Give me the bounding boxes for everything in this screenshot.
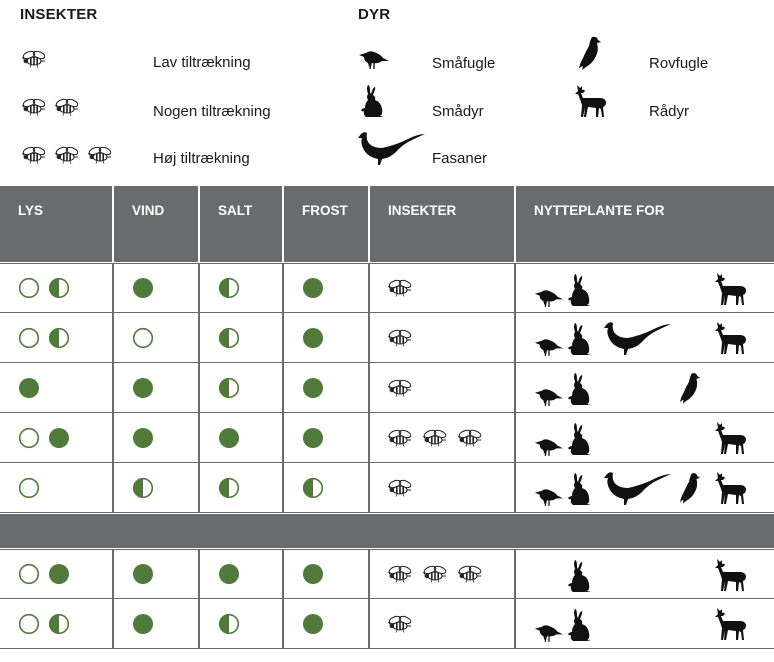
cell-vind	[114, 313, 198, 362]
hare-icon	[567, 472, 591, 511]
full-circle-icon	[218, 563, 240, 585]
half-circle-icon	[218, 477, 240, 499]
full-circle-icon	[218, 427, 240, 449]
half-circle-icon	[48, 327, 70, 349]
bee-icon	[55, 98, 79, 116]
cell-vind	[114, 599, 198, 648]
legend-bee-row-low	[22, 50, 46, 68]
legend-bee-row-high	[22, 146, 112, 164]
bird-of-prey-icon	[578, 36, 602, 70]
bird-of-prey-icon	[679, 471, 701, 510]
small-bird-icon	[534, 287, 564, 313]
header-nytteplante: NYTTEPLANTE FOR	[516, 186, 774, 262]
hare-icon	[567, 273, 591, 312]
cell-frost	[284, 599, 368, 648]
header-lys: LYS	[0, 186, 112, 262]
table-row	[0, 599, 774, 649]
cell-salt	[200, 463, 282, 512]
cell-insekter	[370, 363, 514, 412]
bee-icon	[388, 279, 412, 297]
legend-label-deer: Rådyr	[649, 103, 690, 120]
deer-icon	[714, 421, 748, 460]
legend-label-low: Lav tiltrækning	[153, 54, 251, 71]
full-circle-icon	[302, 377, 324, 399]
full-circle-icon	[302, 563, 324, 585]
full-circle-icon	[48, 563, 70, 585]
small-bird-icon	[358, 48, 390, 70]
cell-lys	[0, 363, 112, 412]
pheasant-icon	[604, 470, 672, 511]
pheasant-icon	[358, 130, 426, 166]
bee-icon	[388, 429, 412, 447]
cell-lys	[0, 264, 112, 312]
legend-label-small-animals: Smådyr	[432, 103, 484, 120]
cell-insekter	[370, 599, 514, 648]
cell-salt	[200, 413, 282, 462]
small-bird-icon	[534, 386, 564, 412]
bee-icon	[388, 479, 412, 497]
cell-vind	[114, 363, 198, 412]
cell-salt	[200, 363, 282, 412]
cell-frost	[284, 363, 368, 412]
legend-label-high: Høj tiltrækning	[153, 150, 250, 167]
full-circle-icon	[302, 427, 324, 449]
cell-lys	[0, 463, 112, 512]
full-circle-icon	[302, 277, 324, 299]
bee-icon	[458, 429, 482, 447]
deer-icon	[714, 471, 748, 510]
legend-label-birds-of-prey: Rovfugle	[649, 55, 709, 72]
cell-nytteplante	[516, 599, 774, 648]
section-divider	[0, 514, 774, 548]
pheasant-icon	[604, 320, 672, 361]
full-circle-icon	[132, 277, 154, 299]
bee-icon	[22, 50, 46, 68]
bee-icon	[88, 146, 112, 164]
cell-frost	[284, 413, 368, 462]
hare-icon	[567, 322, 591, 361]
half-circle-icon	[48, 613, 70, 635]
deer-icon	[714, 558, 748, 597]
half-circle-icon	[218, 327, 240, 349]
cell-frost	[284, 313, 368, 362]
table-row	[0, 313, 774, 363]
header-insekter: INSEKTER	[370, 186, 514, 262]
legend-label-small-birds: Småfugle	[432, 55, 496, 72]
cell-salt	[200, 550, 282, 598]
deer-icon	[714, 607, 748, 646]
cell-insekter	[370, 413, 514, 462]
cell-insekter	[370, 264, 514, 312]
table-row	[0, 549, 774, 599]
legend-animals-title: DYR	[358, 6, 391, 23]
small-bird-icon	[534, 336, 564, 362]
cell-lys	[0, 599, 112, 648]
cell-vind	[114, 463, 198, 512]
header-frost: FROST	[284, 186, 368, 262]
half-circle-icon	[48, 277, 70, 299]
deer-icon	[714, 321, 748, 360]
cell-salt	[200, 313, 282, 362]
cell-frost	[284, 264, 368, 312]
cell-lys	[0, 413, 112, 462]
empty-circle-icon	[18, 327, 40, 349]
half-circle-icon	[132, 477, 154, 499]
cell-salt	[200, 264, 282, 312]
hare-icon	[360, 84, 384, 118]
empty-circle-icon	[18, 427, 40, 449]
full-circle-icon	[132, 377, 154, 399]
cell-lys	[0, 550, 112, 598]
bee-icon	[423, 565, 447, 583]
bird-of-prey-icon	[679, 371, 701, 410]
small-bird-icon	[534, 486, 564, 512]
full-circle-icon	[132, 613, 154, 635]
empty-circle-icon	[132, 327, 154, 349]
hare-icon	[567, 608, 591, 647]
cell-nytteplante	[516, 550, 774, 598]
hare-icon	[567, 372, 591, 411]
full-circle-icon	[132, 427, 154, 449]
legend	[0, 0, 774, 182]
table-row	[0, 463, 774, 513]
cell-nytteplante	[516, 363, 774, 412]
bee-icon	[22, 98, 46, 116]
empty-circle-icon	[18, 563, 40, 585]
full-circle-icon	[18, 377, 40, 399]
bee-icon	[55, 146, 79, 164]
table-row	[0, 413, 774, 463]
header-vind: VIND	[114, 186, 198, 262]
cell-nytteplante	[516, 313, 774, 362]
hare-icon	[567, 559, 591, 598]
table-row	[0, 263, 774, 313]
half-circle-icon	[218, 277, 240, 299]
hare-icon	[567, 422, 591, 461]
small-bird-icon	[534, 436, 564, 462]
cell-insekter	[370, 313, 514, 362]
cell-salt	[200, 599, 282, 648]
cell-insekter	[370, 463, 514, 512]
cell-nytteplante	[516, 463, 774, 512]
table-row	[0, 363, 774, 413]
full-circle-icon	[48, 427, 70, 449]
deer-icon	[714, 272, 748, 311]
empty-circle-icon	[18, 277, 40, 299]
cell-nytteplante	[516, 264, 774, 312]
cell-vind	[114, 550, 198, 598]
cell-lys	[0, 313, 112, 362]
legend-insects-title: INSEKTER	[20, 6, 98, 23]
legend-label-medium: Nogen tiltrækning	[153, 103, 271, 120]
bee-icon	[22, 146, 46, 164]
bee-icon	[423, 429, 447, 447]
bee-icon	[458, 565, 482, 583]
full-circle-icon	[132, 563, 154, 585]
bee-icon	[388, 615, 412, 633]
half-circle-icon	[218, 613, 240, 635]
bee-icon	[388, 565, 412, 583]
legend-label-pheasants: Fasaner	[432, 150, 488, 167]
empty-circle-icon	[18, 613, 40, 635]
legend-bee-row-medium	[22, 98, 79, 116]
cell-frost	[284, 463, 368, 512]
full-circle-icon	[302, 613, 324, 635]
cell-vind	[114, 264, 198, 312]
cell-insekter	[370, 550, 514, 598]
cell-vind	[114, 413, 198, 462]
bee-icon	[388, 379, 412, 397]
half-circle-icon	[218, 377, 240, 399]
cell-frost	[284, 550, 368, 598]
deer-icon	[574, 84, 608, 118]
half-circle-icon	[302, 477, 324, 499]
small-bird-icon	[534, 622, 564, 648]
bee-icon	[388, 329, 412, 347]
header-salt: SALT	[200, 186, 282, 262]
cell-nytteplante	[516, 413, 774, 462]
full-circle-icon	[302, 327, 324, 349]
empty-circle-icon	[18, 477, 40, 499]
